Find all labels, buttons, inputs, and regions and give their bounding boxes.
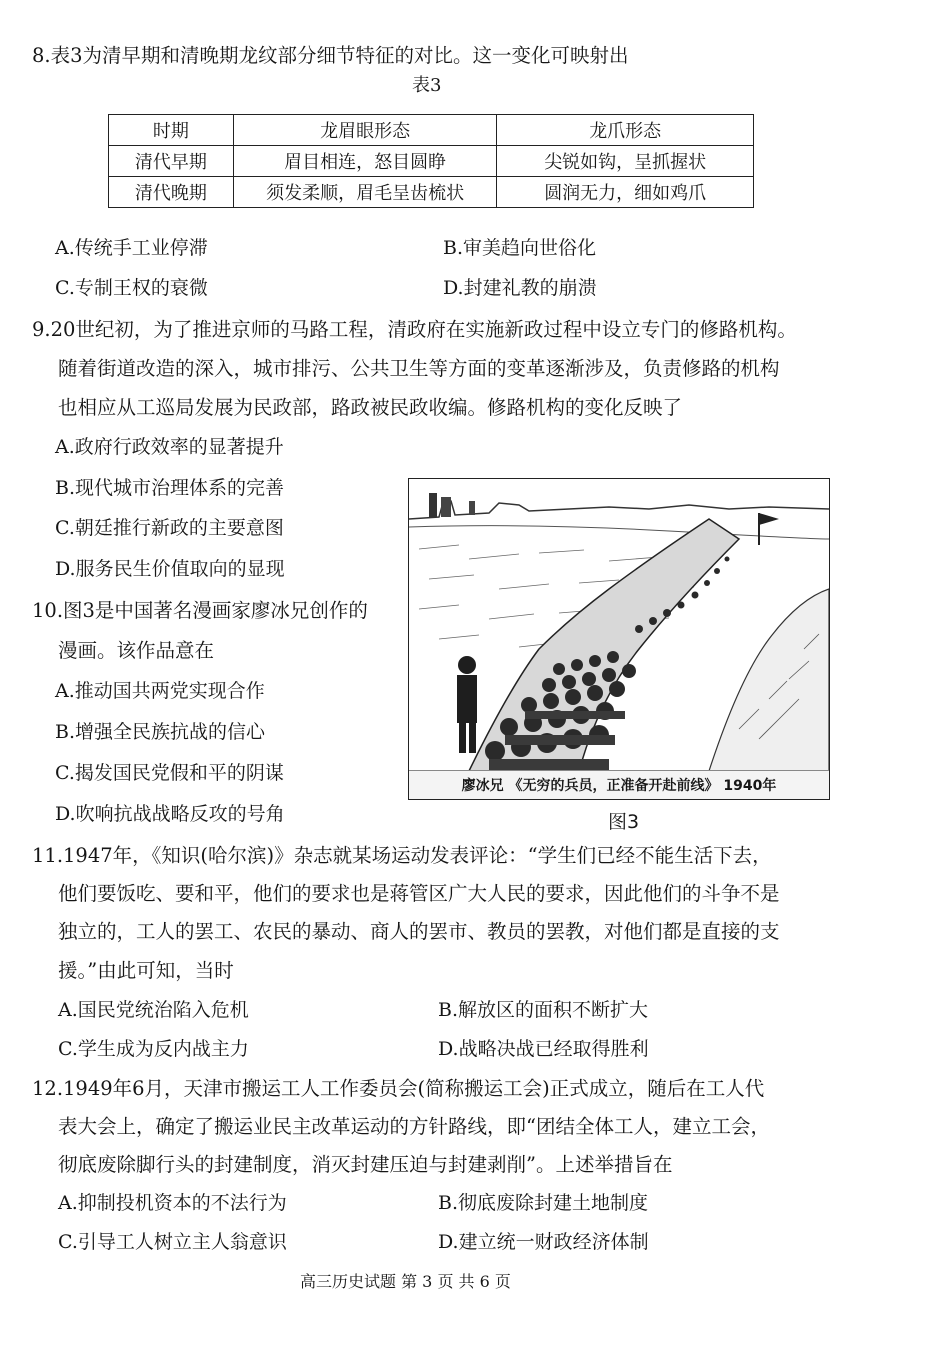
q11-line-2: 他们要饭吃、要和平，他们的要求也是蒋管区广大人民的要求，因此他们的斗争不是 <box>58 882 780 905</box>
q9-line-3: 也相应从工巡局发展为民政部，路政被民政收编。修路机构的变化反映了 <box>58 396 683 419</box>
q12-option-c[interactable]: C.引导工人树立主人翁意识 <box>58 1231 287 1253</box>
q9-option-c[interactable]: C.朝廷推行新政的主要意图 <box>55 517 284 539</box>
q11-option-b[interactable]: B.解放区的面积不断扩大 <box>438 999 649 1021</box>
table-cell: 尖锐如钩，呈抓握状 <box>497 146 754 177</box>
q8-stem: 8.表3为清早期和清晚期龙纹部分细节特征的对比。这一变化可映射出 <box>32 44 629 67</box>
q10-line-1: 10.图3是中国著名漫画家廖冰兄创作的 <box>32 599 368 622</box>
q8-option-a[interactable]: A.传统手工业停滞 <box>55 237 208 259</box>
q12-line-2: 表大会上，确定了搬运业民主改革运动的方针路线，即“团结全体工人，建立工会， <box>58 1115 770 1138</box>
q8-option-b[interactable]: B.审美趋向世俗化 <box>443 237 597 259</box>
page-footer: 高三历史试题 第 3 页 共 6 页 <box>300 1272 511 1291</box>
q9-option-a[interactable]: A.政府行政效率的显著提升 <box>55 436 284 458</box>
q11-option-a[interactable]: A.国民党统治陷入危机 <box>58 999 249 1021</box>
q12-line-3: 彻底废除脚行头的封建制度，消灭封建压迫与封建剥削”。上述举措旨在 <box>58 1153 673 1176</box>
table-cell: 清代晚期 <box>109 177 234 208</box>
cartoon-illustration <box>409 479 829 771</box>
q12-option-a[interactable]: A.抑制投机资本的不法行为 <box>58 1192 287 1214</box>
q8-option-d[interactable]: D.封建礼教的崩溃 <box>443 277 597 299</box>
q12-line-1: 12.1949年6月，天津市搬运工人工作委员会(简称搬运工会)正式成立，随后在工人代 <box>32 1077 765 1100</box>
q9-option-b[interactable]: B.现代城市治理体系的完善 <box>55 477 285 499</box>
q11-line-3: 独立的，工人的罢工、农民的暴动、商人的罢市、教员的罢教，对他们都是直接的支 <box>58 920 780 943</box>
q11-line-1: 11.1947年，《知识(哈尔滨)》杂志就某场运动发表评论：“学生们已经不能生活下去， <box>32 844 772 867</box>
q11-option-c[interactable]: C.学生成为反内战主力 <box>58 1038 249 1060</box>
table-cell: 清代早期 <box>109 146 234 177</box>
figure-caption: 廖冰兄 《无穷的兵员，正准备开赴前线》 1940年 <box>409 770 829 799</box>
table-header-cell: 时期 <box>109 115 234 146</box>
q9-line-2: 随着街道改造的深入，城市排污、公共卫生等方面的变革逐渐涉及，负责修路的机构 <box>58 357 780 380</box>
q10-line-2: 漫画。该作品意在 <box>58 639 215 662</box>
table-title: 表3 <box>412 75 442 96</box>
figure-3-cartoon <box>408 478 830 800</box>
q8-option-c[interactable]: C.专制王权的衰微 <box>55 277 208 299</box>
q10-option-b[interactable]: B.增强全民族抗战的信心 <box>55 721 266 743</box>
q11-option-d[interactable]: D.战略决战已经取得胜利 <box>438 1038 649 1060</box>
q12-option-b[interactable]: B.彻底废除封建土地制度 <box>438 1192 649 1214</box>
table-row <box>109 177 754 208</box>
q10-option-a[interactable]: A.推动国共两党实现合作 <box>55 680 265 702</box>
figure-label: 图3 <box>608 811 640 833</box>
table-3 <box>108 114 754 208</box>
q12-option-d[interactable]: D.建立统一财政经济体制 <box>438 1231 649 1253</box>
q9-option-d[interactable]: D.服务民生价值取向的显现 <box>55 558 285 580</box>
table-row <box>109 146 754 177</box>
table-cell: 圆润无力，细如鸡爪 <box>497 177 754 208</box>
q11-line-4: 援。”由此可知，当时 <box>58 959 234 982</box>
q9-line-1: 9.20世纪初，为了推进京师的马路工程，清政府在实施新政过程中设立专门的修路机构。 <box>32 318 797 341</box>
table-header-cell: 龙爪形态 <box>497 115 754 146</box>
table-header-row <box>109 115 754 146</box>
q10-option-c[interactable]: C.揭发国民党假和平的阴谋 <box>55 762 284 784</box>
q10-option-d[interactable]: D.吹响抗战战略反攻的号角 <box>55 803 285 825</box>
table-cell: 眉目相连，怒目圆睁 <box>233 146 497 177</box>
table-header-cell: 龙眉眼形态 <box>233 115 497 146</box>
table-cell: 须发柔顺，眉毛呈齿梳状 <box>233 177 497 208</box>
